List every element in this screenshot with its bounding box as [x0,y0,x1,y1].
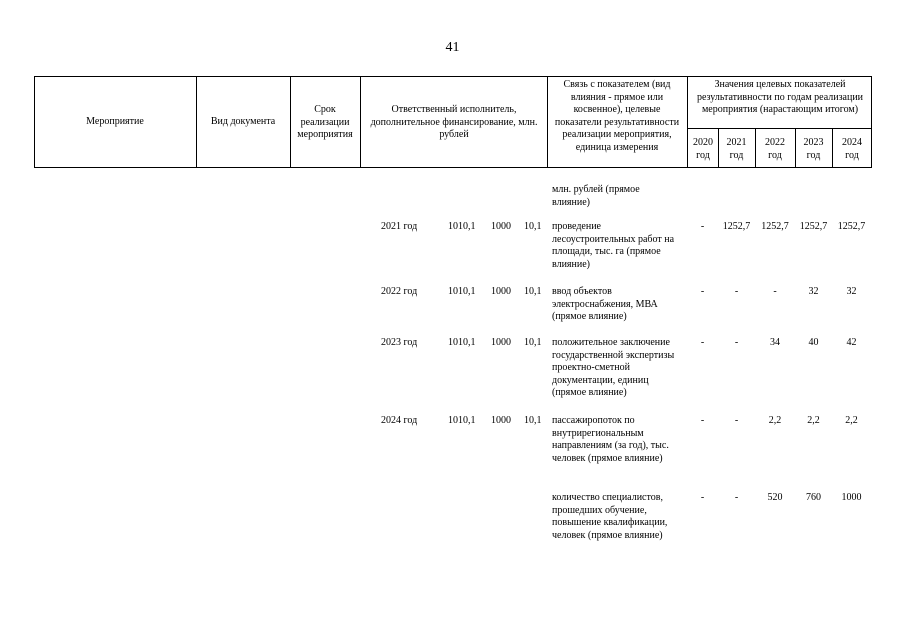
value-2024: 1252,7 [837,221,866,232]
header-responsible: Ответственный исполнитель, дополнительное финансирование, млн. рублей [370,104,538,140]
indicator-text: положительное заключение государственной экспертизы проектно-сметной документации, единиц (прямое влияние) [552,337,675,398]
header-bottom-border [34,167,872,168]
years-header-divider [687,128,872,129]
page-number: 41 [445,40,460,55]
indicator-text: ввод объектов электроснабжения, МВА (прямое влияние) [552,286,658,322]
value-2024: 2,2 [845,415,858,426]
col-divider [547,76,548,167]
value-2020: - [700,221,705,232]
row-year: 2021 год [381,221,418,232]
indicator-text: количество специалистов, прошедших обучение, повышение квалификации, человек (прямое влияние) [552,492,668,541]
row-amount-b: 10,1 [524,286,542,297]
value-2022: 34 [770,337,780,348]
value-2023: 40 [808,337,819,348]
col-divider [687,76,688,167]
value-2021: - [734,337,739,348]
col-divider [871,76,872,167]
indicator-text: пассажиропоток по внутрирегиональным направлениям (за год), тыс. человек (прямое влияние) [552,415,669,464]
value-2023: 2,2 [807,415,820,426]
value-2022: 1252,7 [761,221,789,232]
value-2021: - [734,492,739,503]
header-term: Срок реализации мероприятия [297,104,353,140]
value-2024: 1000 [841,492,862,503]
header-year-2023: 2023 год [803,137,824,161]
row-total: 1010,1 [448,337,476,348]
value-2022: 520 [767,492,783,503]
value-2021: 1252,7 [722,221,751,232]
indicator-text: млн. рублей (прямое влияние) [552,184,640,208]
row-year: 2024 год [381,415,418,426]
year-divider [832,128,833,167]
value-2020: - [700,337,705,348]
year-divider [755,128,756,167]
row-amount-b: 10,1 [524,221,542,232]
row-amount-b: 10,1 [524,337,542,348]
value-2020: - [700,286,705,297]
value-2021: - [734,286,739,297]
value-2022: 2,2 [768,415,782,426]
row-total: 1010,1 [448,415,476,426]
value-2023: 760 [806,492,821,503]
value-2020: - [700,492,705,503]
header-target-values: Значения целевых показателей результативности по годам реализации мероприятия (нарастающим итогом) [696,79,864,115]
col-divider [360,76,361,167]
header-year-2024: 2024 год [842,137,862,161]
year-divider [718,128,719,167]
header-indicator-link: Связь с показателем (вид влияния - прямое или косвенное), целевые показатели результативности реализации мероприятия, единица измерения [554,79,680,153]
row-total: 1010,1 [448,286,476,297]
value-2024: 32 [846,286,857,297]
row-amount-a: 1000 [491,221,511,232]
header-event: Мероприятие [86,116,144,127]
year-divider [795,128,796,167]
row-year: 2023 год [381,337,418,348]
col-divider [290,76,291,167]
value-2020: - [700,415,705,426]
header-year-2020: 2020 год [693,137,713,161]
value-2023: 1252,7 [799,221,828,232]
row-total: 1010,1 [448,221,476,232]
row-amount-a: 1000 [491,337,511,348]
table-top-border [34,76,872,77]
value-2023: 32 [808,286,819,297]
row-amount-b: 10,1 [524,415,542,426]
header-year-2021: 2021 год [726,137,747,161]
indicator-text: проведение лесоустроительных работ на площади, тыс. га (прямое влияние) [552,221,675,270]
row-year: 2022 год [381,286,418,297]
header-document: Вид документа [210,116,276,127]
value-2024: 42 [846,337,857,348]
row-amount-a: 1000 [491,415,511,426]
value-2021: - [734,415,739,426]
row-amount-a: 1000 [491,286,511,297]
value-2022: - [773,286,777,297]
header-year-2022: 2022 год [765,137,785,161]
